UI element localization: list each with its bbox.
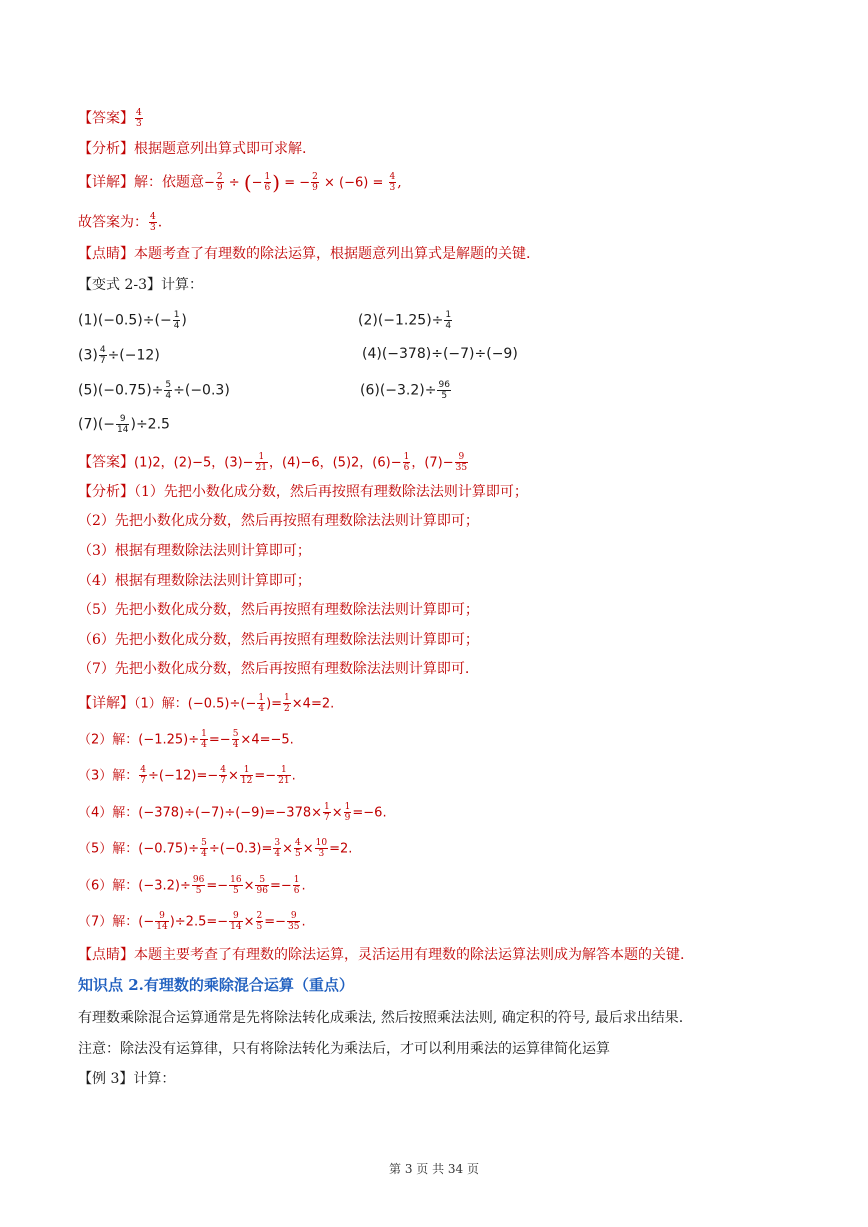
detail2-line-1: 【详解】（1）解：(−0.5)÷(− $\frac{1}{4}$ )= $\frac{1}{2}$ ×4=2. [78, 693, 335, 714]
answer-fraction: $\frac{4}{3}$ [136, 108, 142, 129]
fraction: $\frac{2}{9}$ [216, 172, 223, 193]
paragraph-1: 有理数乘除混合运算通常是先将除法转化成乘法, 然后按照乘法法则, 确定积的符号, 最后求出结果. [78, 1010, 684, 1026]
problem-4: (4)(−378)÷(−7)÷(−9) [362, 346, 518, 362]
analysis2-line-1: 【分析】（1）先把小数化成分数，然后再按照有理数除法法则计算即可； [78, 484, 528, 500]
problem-5: (5)(−0.75)÷ $\frac{5}{4}$ ÷(−0.3) [78, 380, 230, 401]
problem-7: (7)(− $\frac{9}{14}$ )÷2.5 [78, 414, 170, 435]
answer-line-1 [78, 108, 144, 129]
detail2-line-2: （2）解：(−1.25)÷ $\frac{1}{4}$ =− $\frac{5}{4}$ ×4=−5. [78, 729, 294, 750]
variant-heading: 【变式 2-3】计算： [78, 277, 203, 293]
analysis-line-1 [78, 140, 306, 158]
fraction: $\frac{4}{3}$ [150, 212, 156, 233]
paragraph-2: 注意：除法没有运算律，只有将除法转化为乘法后，才可以利用乘法的运算律简化运算 [78, 1041, 610, 1057]
detail-line-1: 【详解】解：依题意− $\frac{2}{9}$ ÷ (− $\frac{1}{6}$ ) = − $\frac{2}{9}$ × (−6) = $\frac{4}{3}$ , [78, 170, 402, 195]
example-heading: 【例 3】计算： [78, 1071, 176, 1087]
analysis2-line-3: （3）根据有理数除法法则计算即可； [78, 543, 311, 559]
comment-line-2: 【点睛】本题主要考查了有理数的除法运算，灵活运用有理数的除法运算法则成为解答本题的关键. [78, 947, 685, 963]
analysis-text: 根据题意列出算式即可求解. [134, 141, 307, 157]
problem-3: (3) $\frac{4}{7}$ ÷(−12) [78, 345, 160, 366]
fraction: $\frac{1}{6}$ [264, 172, 271, 193]
comment-line-1: 【点睛】本题考查了有理数的除法运算，根据题意列出算式是解题的关键. [78, 246, 531, 262]
detail2-line-3: （3）解： $\frac{4}{7}$ ÷(−12)=− $\frac{4}{7}$ × $\frac{1}{12}$ =− $\frac{1}{21}$ . [78, 765, 296, 786]
analysis2-line-6: （6）先把小数化成分数，然后再按照有理数除法法则计算即可； [78, 632, 479, 648]
analysis-tag: 【分析】 [78, 141, 134, 157]
answer-tag: 【答案】 [78, 110, 134, 127]
answer-line-2: 【答案】(1)2，(2)−5，(3)− $\frac{1}{21}$ ，(4)−6，(5)2，(6)− $\frac{1}{6}$ ，(7)− $\frac{9}{35}$ [78, 452, 468, 473]
problem-2: (2)(−1.25)÷ $\frac{1}{4}$ [358, 310, 452, 331]
page-footer: 第 3 页 共 34 页 [389, 1162, 479, 1176]
detail2-line-6: （6）解：(−3.2)÷ $\frac{96}{5}$ =− $\frac{16}{5}$ × $\frac{5}{96}$ =− $\frac{1}{6}$ . [78, 875, 306, 896]
analysis2-line-4: （4）根据有理数除法法则计算即可； [78, 573, 311, 589]
detail2-line-5: （5）解：(−0.75)÷ $\frac{5}{4}$ ÷(−0.3)= $\frac{3}{4}$ × $\frac{4}{5}$ × $\frac{10}{3}$ =2. [78, 838, 353, 859]
fraction: $\frac{4}{3}$ [389, 172, 396, 193]
analysis2-line-5: （5）先把小数化成分数，然后再按照有理数除法法则计算即可； [78, 602, 479, 618]
analysis2-line-2: （2）先把小数化成分数，然后再按照有理数除法法则计算即可； [78, 513, 479, 529]
detail2-line-4: （4）解：(−378)÷(−7)÷(−9)=−378× $\frac{1}{7}$ × $\frac{1}{9}$ =−6. [78, 802, 387, 823]
detail-tag: 【详解】 [78, 174, 134, 191]
section-title: 知识点 2.有理数的乘除混合运算（重点） [78, 976, 354, 994]
comment-tag: 【点睛】 [78, 246, 134, 262]
detail2-line-7: （7）解：(− $\frac{9}{14}$ )÷2.5=− $\frac{9}{14}$ × $\frac{2}{5}$ =− $\frac{9}{35}$ . [78, 911, 306, 932]
fraction: $\frac{2}{9}$ [312, 172, 318, 193]
problem-6: (6)(−3.2)÷ $\frac{96}{5}$ [360, 380, 450, 401]
analysis2-line-7: （7）先把小数化成分数，然后再按照有理数除法法则计算即可. [78, 661, 470, 677]
final-answer-line: 故答案为： $\frac{4}{3}$ . [78, 212, 163, 233]
problem-1: (1)(−0.5)÷(− $\frac{1}{4}$ ) [78, 310, 187, 331]
